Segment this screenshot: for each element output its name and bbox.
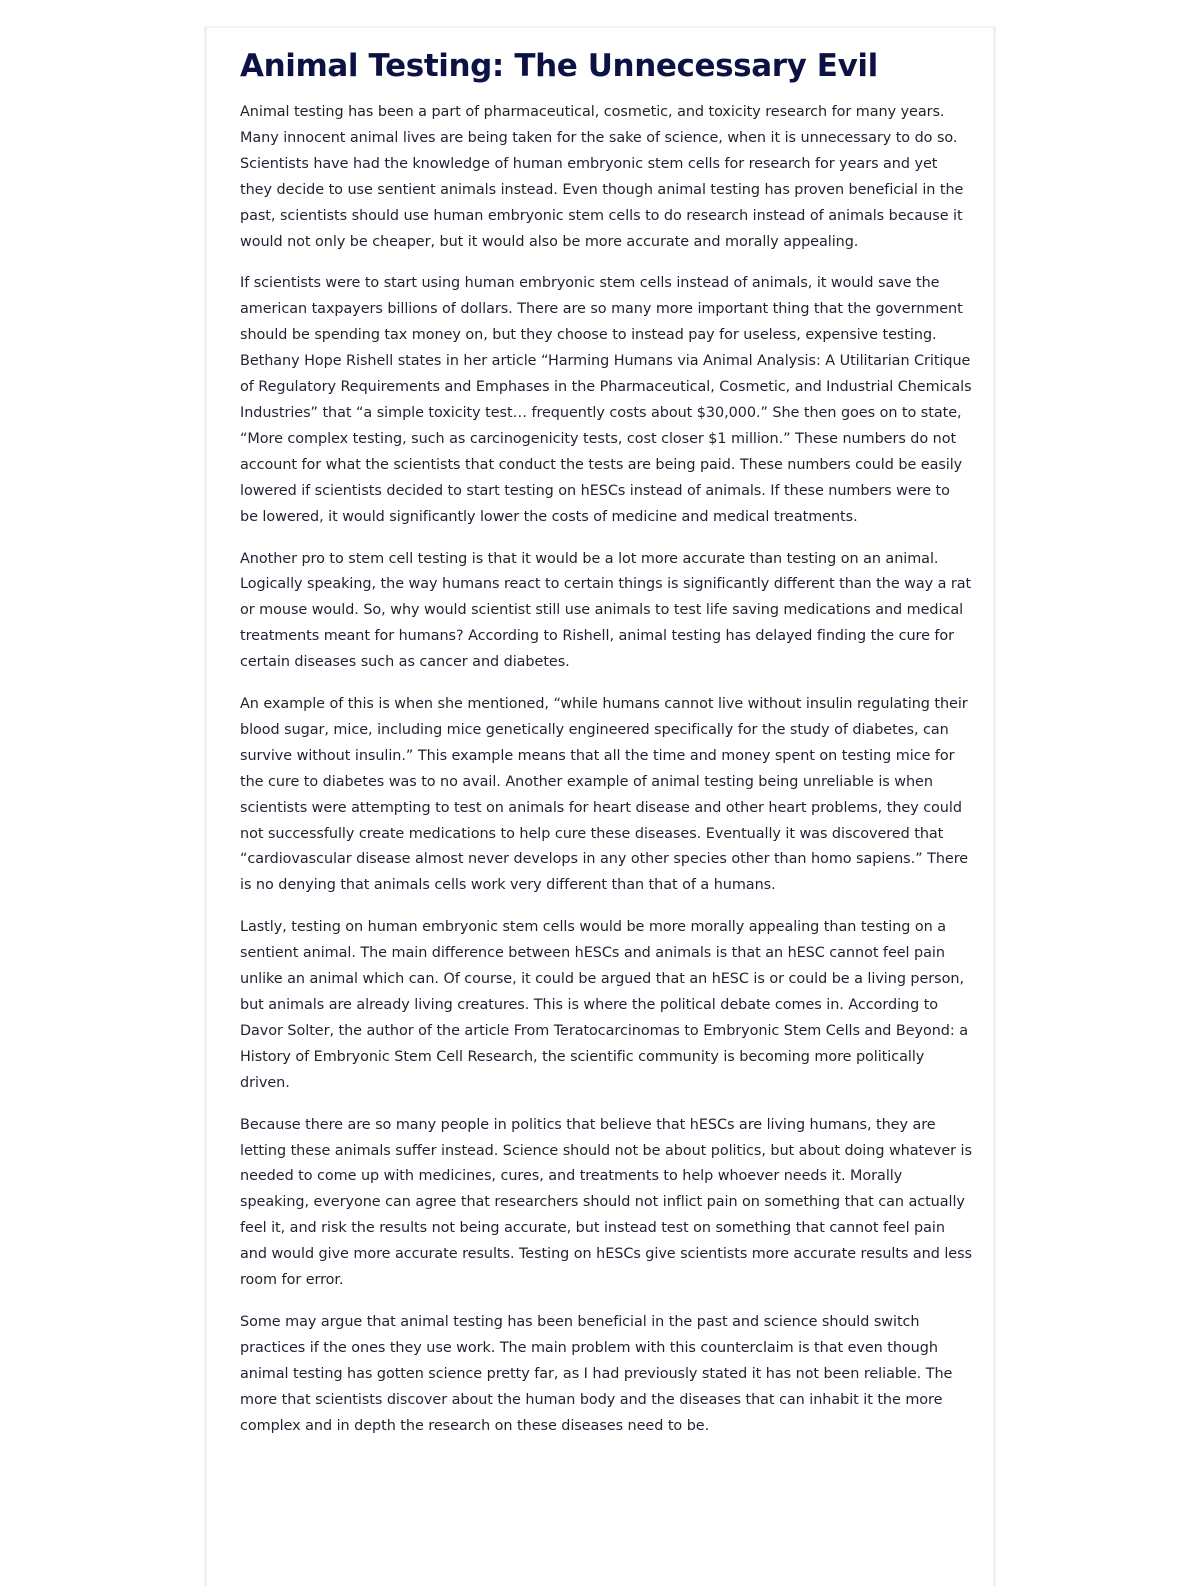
paragraph-counterclaim: Some may argue that animal testing has been beneficial in the past and science should switch practices if the ones they use work. The main problem with this counterclaim is that even though animal testing has gotten science pretty far, as I had previously stated it has not been reliable. The more that scientists discover about the human body and the diseases that can inhabit it the more complex and in depth the research on these diseases need to be. — [240, 1313, 953, 1434]
document-content — [240, 46, 972, 1440]
paragraph-accuracy: Another pro to stem cell testing is that it would be a lot more accurate than testing on an animal. Logically speaking, the way humans react to certain things is significantly different than the way a rat or mouse would. So, why would scientist still use animals to test life saving medications and medical treatments meant for humans? According to Rishell, animal testing has delayed finding the cure for certain diseases such as cancer and diabetes. — [240, 550, 972, 671]
paragraph-examples: An example of this is when she mentioned, “while humans cannot live without insulin regulating their blood sugar, mice, including mice genetically engineered specifically for the study of diabetes, can survive without insulin.” This example means that all the time and money spent on testing mice for the cure to diabetes was to no avail. Another example of animal testing being unreliable is when scientists were attempting to test on animals for heart disease and other heart problems, they could not successfully create medications to help cure these diseases. Eventually it was discovered that “cardiovascular disease almost never develops in any other species other than homo sapiens.” There is no denying that animals cells work very different than that of a humans. — [240, 696, 969, 894]
paragraph-introduction: Animal testing has been a part of pharmaceutical, cosmetic, and toxicity research for many years. Many innocent animal lives are being taken for the sake of science, when it is unnecessary to do so. Scientists have had the knowledge of human embryonic stem cells for research for years and yet they decide to use sentient animals instead. Even though animal testing has proven beneficial in the past, scientists should use human embryonic stem cells to do research instead of animals because it would not only be cheaper, but it would also be more accurate and morally appealing. — [240, 104, 964, 250]
document-page — [204, 26, 996, 1586]
page-title: Animal Testing: The Unnecessary Evil — [240, 48, 878, 84]
paragraph-cost: If scientists were to start using human embryonic stem cells instead of animals, it would save the american taxpayers billions of dollars. There are so many more important thing that the government should be spending tax money on, but they choose to instead pay for useless, expensive testing. Bethany Hope Rishell states in her article “Harming Humans via Animal Analysis: A Utilitarian Critique of Regulatory Requirements and Emphases in the Pharmaceutical, Cosmetic, and Industrial Chemicals Industries” that “a simple toxicity test… frequently costs about $30,000.” She then goes on to state, “More complex testing, such as carcinogenicity tests, cost closer $1 million.” These numbers do not account for what the scientists that conduct the tests are being paid. These numbers could be easily lowered if scientists decided to start testing on hESCs instead of animals. If these numbers were to be lowered, it would significantly lower the costs of medicine and medical treatments. — [240, 275, 972, 525]
paragraph-morality: Lastly, testing on human embryonic stem cells would be more morally appealing than testing on a sentient animal. The main difference between hESCs and animals is that an hESC cannot feel pain unlike an animal which can. Of course, it could be argued that an hESC is or could be a living person, but animals are already living creatures. This is where the political debate comes in. According to Davor Solter, the author of the article From Teratocarcinomas to Embryonic Stem Cells and Beyond: a History of Embryonic Stem Cell Research, the scientific community is becoming more politically driven. — [240, 919, 968, 1091]
paragraph-politics: Because there are so many people in politics that believe that hESCs are living humans, they are letting these animals suffer instead. Science should not be about politics, but about doing whatever is needed to come up with medicines, cures, and treatments to help whoever needs it. Morally speaking, everyone can agree that researchers should not inflict pain on something that can actually feel it, and risk the results not being accurate, but instead test on something that cannot feel pain and would give more accurate results. Testing on hESCs give scientists more accurate results and less room for error. — [240, 1116, 972, 1289]
